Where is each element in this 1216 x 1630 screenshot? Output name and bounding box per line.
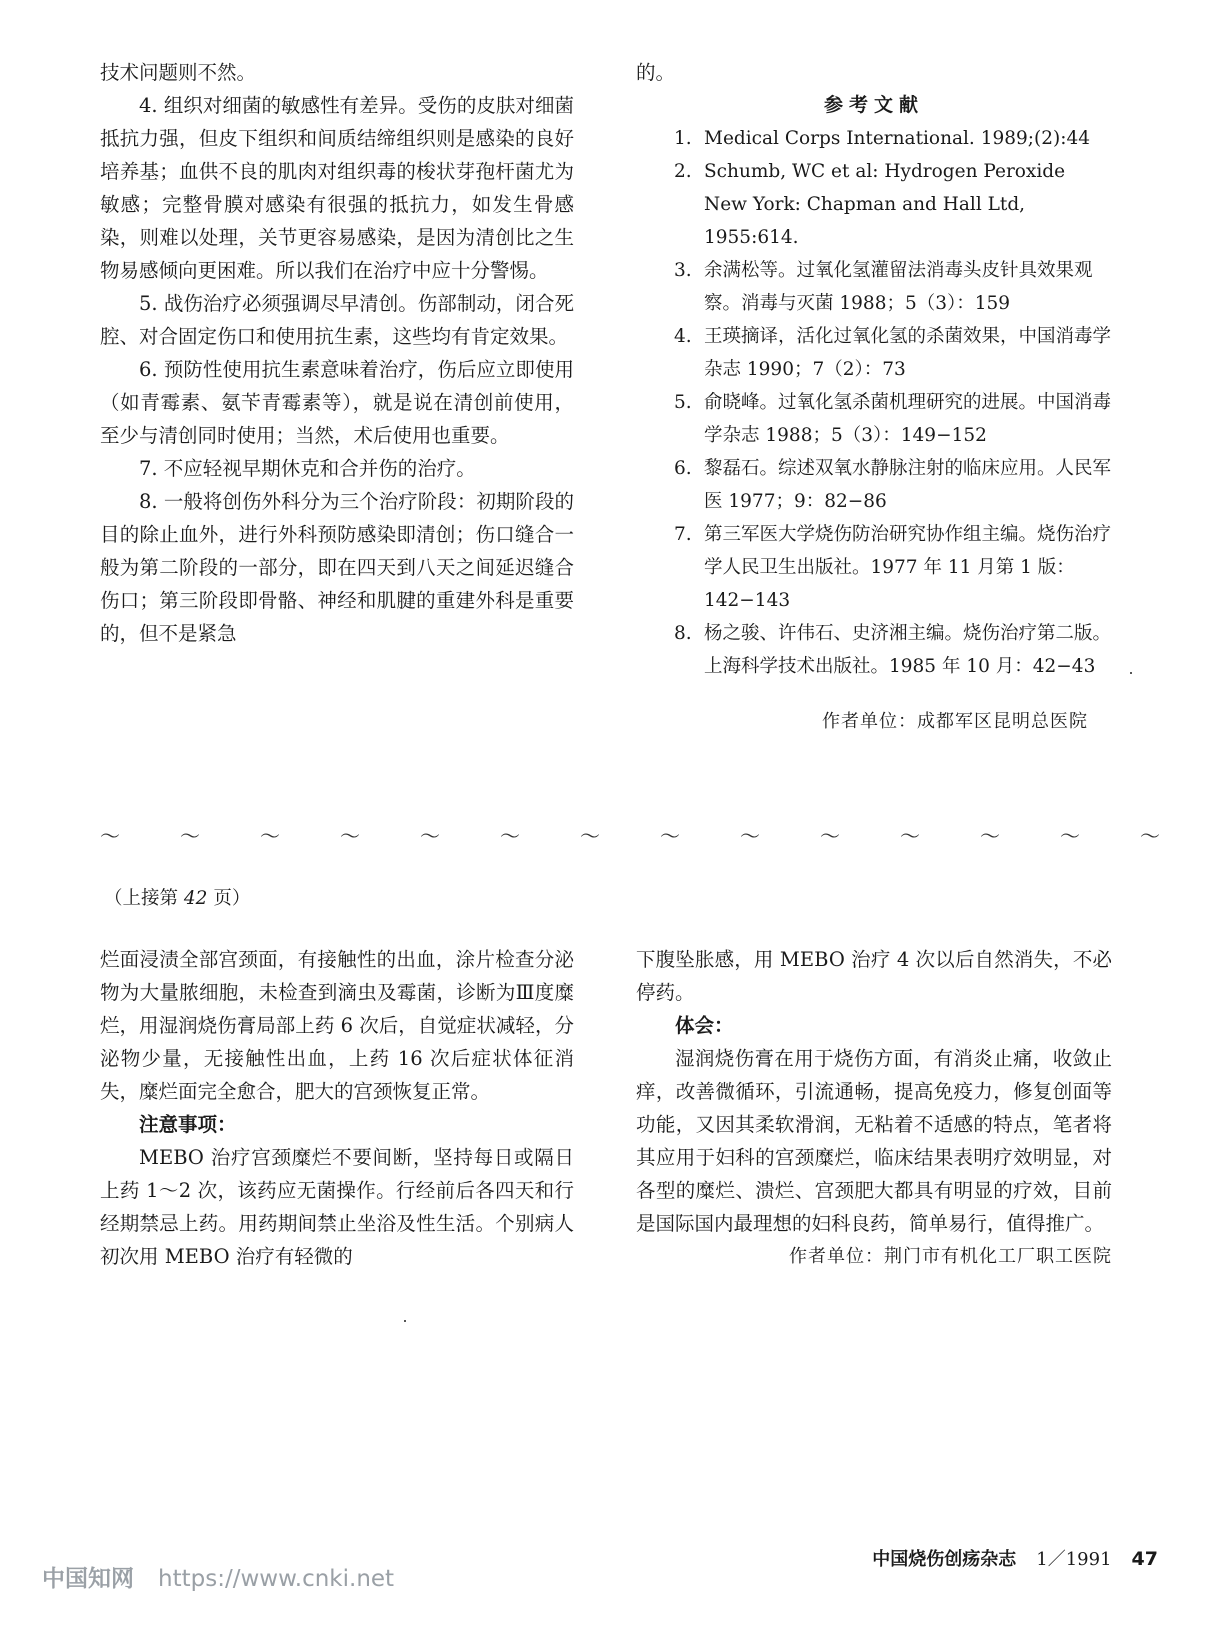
paragraph: 5. 战伤治疗必须强调尽早清创。伤部制动，闭合死腔、对合固定伤口和使用抗生素，这些均有肯定效果。 [100,292,574,348]
reference-item [674,155,1112,254]
page-footer [872,1545,1158,1571]
issue-number: 1／1991 [1036,1549,1112,1570]
author-affiliation: 作者单位：成都军区昆明总医院 [822,711,1088,732]
watermark-brand: 中国知网 [42,1566,134,1592]
references-list [674,122,1112,683]
divider-tilde: ～ [900,824,920,848]
reference-item [674,386,1112,452]
section-heading: 注意事项： [139,1113,237,1136]
reference-text: 杨之骏、许伟石、史济湘主编。烧伤治疗第二版。上海科学技术出版社。1985 年 10 月：42−43 [704,623,1112,677]
reference-text: 王瑛摘译，活化过氧化氢的杀菌效果，中国消毒学杂志 1990；7（2）：73 [704,326,1112,380]
scan-speck [404,1320,406,1322]
watermark-url: https://www.cnki.net [158,1566,395,1592]
paragraph: 烂面浸渍全部宫颈面，有接触性的出血，涂片检查分泌物为大量脓细胞，未检查到滴虫及霉菌，诊断为Ⅲ度糜烂，用湿润烧伤膏局部上药 6 次后，自觉症状减轻，分泌物少量，无接触性出血，上药 16 次后症状体征消失，糜烂面完全愈合，肥大的宫颈恢复正常。 [100,948,574,1103]
reference-text: 第三军医大学烧伤防治研究协作组主编。烧伤治疗学人民卫生出版社。1977 年 11 月第 1 版：142−143 [704,524,1112,611]
paragraph: 7. 不应轻视早期休克和合并伤的治疗。 [139,457,476,480]
divider-tilde: ～ [980,824,1000,848]
reference-text: 黎磊石。综述双氧水静脉注射的临床应用。人民军医 1977；9：82−86 [704,458,1112,512]
cnki-watermark [42,1560,394,1593]
reference-number: 8. [674,623,692,644]
reference-item [674,320,1112,386]
divider-tilde: ～ [340,824,360,848]
paragraph: 的。 [636,61,676,84]
reference-text: Medical Corps International. 1989;(2):44 [704,128,1090,149]
author-affiliation: 作者单位：荆门市有机化工厂职工医院 [789,1246,1112,1267]
paragraph: 4. 组织对细菌的敏感性有差异。受伤的皮肤对细菌抵抗力强，但皮下组织和间质结缔组织则是感染的良好培养基；血供不良的肌肉对组织毒的梭状芽孢杆菌尤为敏感；完整骨膜对感染有很强的抵抗力，如发生骨感染，则难以处理，关节更容易感染，是因为清创比之生物易感倾向更困难。所以我们在治疗中应十分警惕。 [100,94,574,282]
reference-number: 5. [674,392,692,413]
divider-tilde: ～ [100,824,120,848]
section-divider [100,820,1160,849]
reference-text: 余满松等。过氧化氢灌留法消毒头皮针具效果观察。消毒与灭菌 1988；5（3）：159 [704,260,1093,314]
journal-name: 中国烧伤创疡杂志 [872,1549,1017,1570]
divider-tilde: ～ [660,824,680,848]
divider-tilde: ～ [1060,824,1080,848]
continuation-page: 42 [183,888,208,909]
reference-item [674,122,1112,155]
divider-tilde: ～ [500,824,520,848]
paragraph: 湿润烧伤膏在用于烧伤方面，有消炎止痛，收敛止痒，改善微循环，引流通畅，提高免疫力，修复创面等功能，又因其柔软滑润，无粘着不适感的特点，笔者将其应用于妇科的宫颈糜烂，临床结果表明疗效明显，对各型的糜烂、溃烂、宫颈肥大都具有明显的疗效，目前是国际国内最理想的妇科良药，简单易行，值得推广。 [636,1047,1112,1235]
continuation-note [104,884,250,910]
reference-number: 7. [674,524,692,545]
reference-number: 6. [674,458,692,479]
paragraph: 6. 预防性使用抗生素意味着治疗，伤后应立即使用（如青霉素、氨苄青霉素等），就是说在清创前使用，至少与清创同时使用；当然，术后使用也重要。 [100,358,574,447]
reference-text: Schumb, WC et al: Hydrogen Peroxide New York: Chapman and Hall Ltd, 1955:614. [704,161,1066,248]
reference-number: 3. [674,260,692,281]
divider-tilde: ～ [420,824,440,848]
divider-tilde: ～ [180,824,200,848]
continuation-prefix: （上接第 [104,888,184,909]
reference-item [674,518,1112,617]
section-heading: 体会： [675,1014,734,1037]
divider-tilde: ～ [820,824,840,848]
divider-tilde: ～ [580,824,600,848]
paragraph: MEBO 治疗宫颈糜烂不要间断，坚持每日或隔日上药 1～2 次，该药应无菌操作。行经前后各四天和行经期禁忌上药。用药期间禁止坐浴及性生活。个别病人初次用 MEBO 治疗有轻微的 [100,1146,574,1268]
references-heading: 参考文献 [823,94,924,116]
divider-tilde: ～ [740,824,760,848]
reference-text: 俞晓峰。过氧化氢杀菌机理研究的进展。中国消毒学杂志 1988；5（3）：149−152 [704,392,1112,446]
bottom-left-column [100,943,574,1273]
reference-number: 2. [674,161,692,182]
reference-number: 4. [674,326,692,347]
paragraph: 技术问题则不然。 [100,61,257,84]
page-number: 47 [1131,1548,1158,1570]
top-right-column [636,56,1112,738]
reference-item [674,254,1112,320]
reference-item [674,452,1112,518]
reference-item [674,617,1112,683]
top-left-column [100,56,574,650]
paragraph: 下腹坠胀感，用 MEBO 治疗 4 次以后自然消失，不必停药。 [636,948,1112,1004]
divider-tilde: ～ [260,824,280,848]
scan-speck [1130,672,1132,674]
reference-number: 1. [674,128,692,149]
paragraph: 8. 一般将创伤外科分为三个治疗阶段：初期阶段的目的除止血外，进行外科预防感染即清创；伤口缝合一般为第二阶段的一部分，即在四天到八天之间延迟缝合伤口；第三阶段即骨骼、神经和肌腱的重建外科是重要的，但不是紧急 [100,490,574,645]
divider-tilde: ～ [1140,824,1160,848]
bottom-right-column [636,943,1112,1273]
continuation-suffix: 页） [207,888,251,909]
